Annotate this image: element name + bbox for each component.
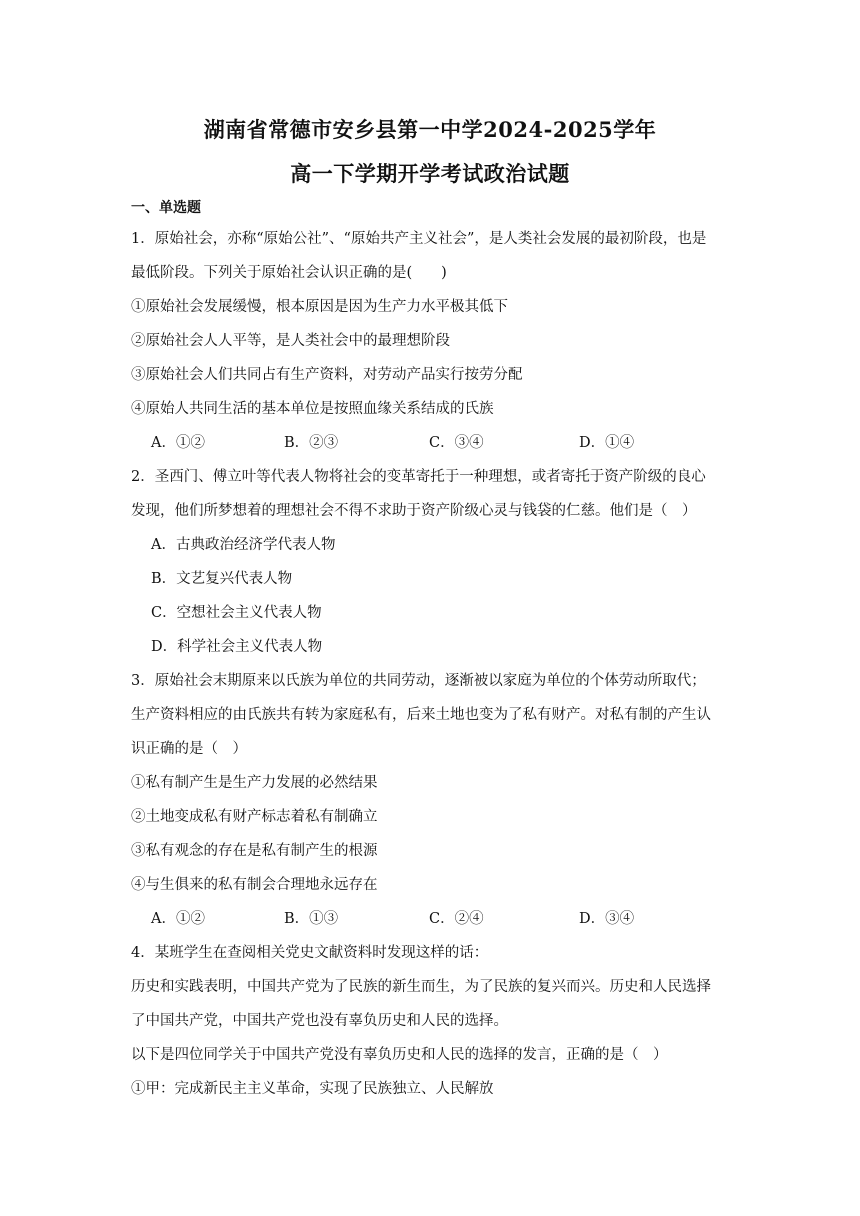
q1-item-4: ④原始人共同生活的基本单位是按照血缘关系结成的氏族	[131, 401, 494, 417]
q4-quote-line-1: 历史和实践表明，中国共产党为了民族的新生而生，为了民族的复兴而兴。历史和人民选择	[131, 979, 711, 995]
q1-stem-line-2: 最低阶段。下列关于原始社会认识正确的是( )	[131, 265, 447, 281]
q3-option-c[interactable]: C．②④	[429, 911, 484, 927]
q3-stem-line-3: 识正确的是（ ）	[131, 741, 247, 757]
q3-option-d[interactable]: D．③④	[579, 911, 635, 927]
q2-stem-line-1: 2．圣西门、傅立叶等代表人物将社会的变革寄托于一种理想，或者寄托于资产阶级的良心	[131, 469, 706, 485]
q1-option-b[interactable]: B．②③	[284, 435, 339, 451]
q2-option-c[interactable]: C．空想社会主义代表人物	[151, 605, 322, 621]
exam-title-line-1: 湖南省常德市安乡县第一中学2024-2025学年	[203, 117, 657, 142]
q1-option-c[interactable]: C．③④	[429, 435, 484, 451]
q4-quote-line-2: 了中国共产党，中国共产党也没有辜负历史和人民的选择。	[131, 1013, 508, 1029]
q1-stem-line-1: 1．原始社会，亦称“原始公社”、“原始共产主义社会”，是人类社会发展的最初阶段，也是	[131, 231, 707, 247]
q1-option-d[interactable]: D．①④	[579, 435, 635, 451]
q3-stem-line-1: 3．原始社会末期原来以氏族为单位的共同劳动，逐渐被以家庭为单位的个体劳动所取代；	[131, 673, 706, 689]
q3-option-b[interactable]: B．①③	[284, 911, 339, 927]
questions-body	[131, 222, 731, 1106]
q3-options	[131, 902, 731, 936]
q2-stem-line-2: 发现，他们所梦想着的理想社会不得不求助于资产阶级心灵与钱袋的仁慈。他们是（ ）	[131, 503, 697, 519]
q3-item-1: ①私有制产生是生产力发展的必然结果	[131, 775, 378, 791]
q2-option-d[interactable]: D．科学社会主义代表人物	[151, 639, 323, 655]
q4-stem-line-1: 4．某班学生在查阅相关党史文献资料时发现这样的话：	[131, 945, 489, 961]
q4-ask-line: 以下是四位同学关于中国共产党没有辜负历史和人民的选择的发言，正确的是（ ）	[131, 1047, 668, 1063]
section-heading: 一、单选题	[131, 200, 201, 216]
q1-options	[131, 426, 731, 460]
q1-item-1: ①原始社会发展缓慢，根本原因是因为生产力水平极其低下	[131, 299, 508, 315]
q3-option-a[interactable]: A．①②	[151, 911, 205, 927]
q2-option-b[interactable]: B．文艺复兴代表人物	[151, 571, 293, 587]
q2-option-a[interactable]: A．古典政治经济学代表人物	[151, 537, 336, 553]
q3-item-3: ③私有观念的存在是私有制产生的根源	[131, 843, 378, 859]
q3-stem-line-2: 生产资料相应的由氏族共有转为家庭私有，后来土地也变为了私有财产。对私有制的产生认	[131, 707, 711, 723]
q1-option-a[interactable]: A．①②	[151, 435, 205, 451]
exam-title-line-2: 高一下学期开学考试政治试题	[290, 161, 570, 186]
q1-item-3: ③原始社会人们共同占有生产资料，对劳动产品实行按劳分配	[131, 367, 523, 383]
q3-item-2: ②土地变成私有财产标志着私有制确立	[131, 809, 378, 825]
q4-item-1: ①甲：完成新民主主义革命，实现了民族独立、人民解放	[131, 1081, 494, 1097]
q1-item-2: ②原始社会人人平等，是人类社会中的最理想阶段	[131, 333, 450, 349]
q3-item-4: ④与生俱来的私有制会合理地永远存在	[131, 877, 378, 893]
